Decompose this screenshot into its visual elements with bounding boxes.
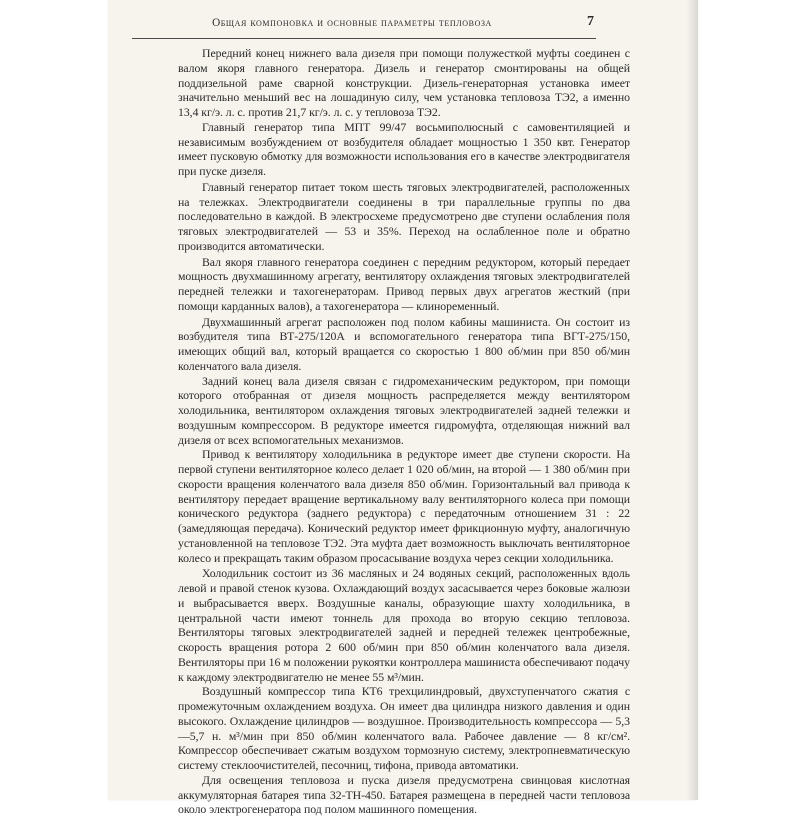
page-number: 7 — [587, 14, 594, 29]
paragraph-rear-reducer: Задний конец вала дизеля связан с гидромеханическим редуктором, при помощи которого отобранная от дизеля мощность распределяется между вентилятором холодильника, вентилятором охлаждения тяговых электродвигателей задней тележки и воздушным компрессором. В редукторе имеется гидромуфта, отделяющая нижний вал дизеля от всех вспомогательных механизмов. — [178, 373, 630, 447]
paragraph-two-machine-unit: Двухмашинный агрегат расположен под полом кабины машиниста. Он состоит из возбудителя типа ВТ-275/120А и вспомогательного генератора типа ВГТ-275/150, имеющих общий вал, который вращается со скоростью 1 800 об/мин при 850 об/мин коленчатого вала дизеля. — [178, 314, 630, 373]
paragraph-diesel-coupling: Передний конец нижнего вала дизеля при помощи полужесткой муфты соединен с валом якоря главного генератора. Дизель и генератор смонтированы на общей поддизельной раме сварной конструкции. Дизель-генераторная установка имеет значительно меньший вес на лошадиную силу, чем установка тепловоза ТЭ2, а именно 13,4 кг/э. л. с. против 21,7 кг/э. л. с. у тепловоза ТЭ2. — [178, 46, 630, 119]
page-body — [178, 46, 630, 817]
paragraph-cooler: Холодильник состоит из 36 масляных и 24 водяных секций, расположенных вдоль левой и правой стенок кузова. Охлаждающий воздух засасывается через боковые жалюзи и выбрасывается вверх. Воздушные каналы, образующие шахту холодильника, в центральной части имеют тоннель для прохода во вторую секцию тепловоза. Вентиляторы тяговых электродвигателей задней и передней тележек центробежные, скорость вращения ротора 2 600 об/мин при 850 об/мин коленчатого вала дизеля. Вентиляторы при 16 м положении рукоятки контроллера машиниста обеспечивают подачу к каждому электродвигателю не менее 55 м³/мин. — [178, 566, 630, 684]
paragraph-traction-motors: Главный генератор питает током шесть тяговых электродвигателей, расположенных на тележках. Электродвигатели соединены в три параллельные группы по два последовательно в каждой. В электросхеме предусмотрено две ступени ослабления поля тяговых электродвигателей — 53 и 35%. Переход на ослабленное поле и обратно производится автоматически. — [178, 179, 630, 253]
paragraph-front-reducer: Вал якоря главного генератора соединен с передним редуктором, который передает мощность двухмашинному агрегату, вентилятору охлаждения тяговых электродвигателей передней тележки и тахогенераторам. Привод первых двух агрегатов жесткий (при помощи карданных валов), а тахогенератора — клиноременный. — [178, 254, 630, 313]
page-header — [132, 16, 596, 39]
paragraph-battery: Для освещения тепловоза и пуска дизеля предусмотрена свинцовая кислотная аккумуляторная батарея типа 32-ТН-450. Батарея размещена в передней части тепловоза около электрогенератора под полом машинного помещения. — [178, 772, 630, 817]
paragraph-fan-drive: Привод к вентилятору холодильника в редукторе имеет две ступени скорости. На первой ступени вентиляторное колесо делает 1 020 об/мин, на второй — 1 380 об/мин при скорости вращения коленчатого вала дизеля 850 об/мин. Горизонтальный вал привода к вентилятору передает вращение вертикальному валу вентиляторного колеса при помощи конического редуктора (заднего редуктора) с передаточным отношением 31 : 22 (замедляющая передача). Конический редуктор имеет фрикционную муфту, аналогичную установленной на тепловозе ТЭ2. Эта муфта дает возможность выключать вентиляторное колесо и прекращать таким образом просасывание воздуха через секции холодильника. — [178, 447, 630, 565]
paragraph-compressor: Воздушный компрессор типа КТ6 трехцилиндровый, двухступенчатого сжатия с промежуточным охлаждением воздуха. Он имеет два цилиндра низкого давления и один высокого. Охлаждение цилиндров — воздушное. Производительность компрессора — 5,3—5,7 н. м³/мин при 850 об/мин коленчатого вала. Рабочее давление — 8 кг/см². Компрессор обеспечивает сжатым воздухом тормозную систему, электропневматическую систему стеклоочистителей, песочниц, тифона, привода автоматики. — [178, 684, 630, 772]
running-title: Общая компоновка и основные параметры тепловоза — [212, 17, 492, 29]
page-edge-shadow — [686, 0, 698, 800]
paragraph-main-generator: Главный генератор типа МПТ 99/47 восьмиполюсный с самовентиляцией и независимым возбуждением от возбудителя обладает мощностью 1 350 квт. Генератор имеет пусковую обмотку для возможности использования его в качестве электродвигателя при пуске дизеля. — [178, 119, 630, 178]
